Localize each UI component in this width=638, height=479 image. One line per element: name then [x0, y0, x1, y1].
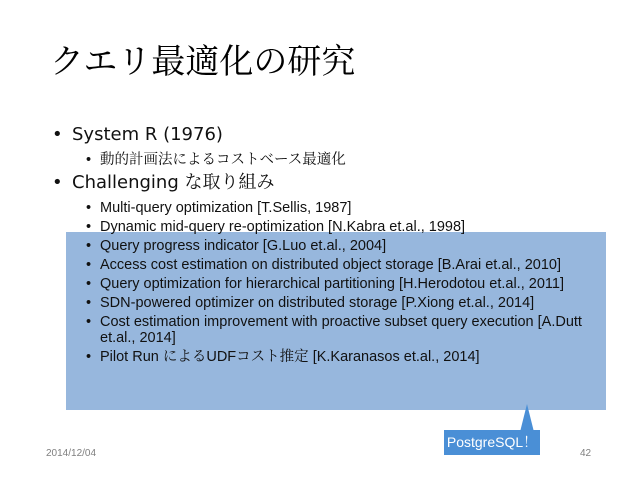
sub-list-challenging — [52, 200, 612, 365]
bullet-text: Challenging な取り組み — [72, 172, 275, 193]
callout-tail — [520, 404, 534, 432]
bullet-system-r — [52, 124, 612, 146]
sub-bullet-text: SDN-powered optimizer on distributed storage [P.Xiong et.al., 2014] — [100, 295, 535, 311]
sub-bullet — [52, 295, 610, 311]
page-number: 42 — [580, 448, 592, 459]
sub-list-system-r — [52, 152, 612, 168]
sub-bullet — [52, 219, 610, 235]
bullet-challenging — [52, 172, 612, 194]
sub-bullet — [52, 349, 610, 365]
bullet-dot: • — [86, 295, 92, 311]
bullet-dot: • — [86, 349, 92, 365]
bullet-dot: • — [52, 172, 63, 193]
sub-bullet-text: 動的計画法によるコストベース最適化 — [100, 152, 346, 168]
bullet-dot: • — [86, 276, 92, 292]
bullet-list — [52, 124, 612, 369]
bullet-dot: • — [86, 257, 92, 273]
sub-bullet-text: Dynamic mid-query re-optimization [N.Kabra et.al., 1998] — [100, 219, 466, 235]
sub-bullet-text: Query progress indicator [G.Luo et.al., 2004] — [100, 238, 387, 254]
slide-title: クエリ最適化の研究 — [50, 42, 356, 82]
sub-bullet — [52, 314, 610, 346]
bullet-dot: • — [86, 152, 92, 168]
sub-bullet — [52, 238, 610, 254]
sub-bullet-text: Pilot Run によるUDFコスト推定 [K.Karanasos et.al., 2014] — [100, 349, 480, 365]
sub-bullet — [52, 200, 610, 216]
sub-bullet — [52, 276, 610, 292]
sub-bullet — [52, 257, 610, 273]
bullet-dot: • — [86, 219, 92, 235]
sub-bullet — [52, 152, 610, 168]
bullet-text: System R (1976) — [72, 124, 223, 145]
sub-bullet-text: Query optimization for hierarchical partitioning [H.Herodotou et.al., 2011] — [100, 276, 564, 292]
footer-date: 2014/12/04 — [46, 448, 97, 459]
bullet-dot: • — [86, 200, 92, 216]
bullet-dot: • — [86, 314, 92, 330]
sub-bullet-text: Access cost estimation on distributed object storage [B.Arai et.al., 2010] — [100, 257, 562, 273]
bullet-dot: • — [52, 124, 63, 145]
sub-bullet-text: Multi-query optimization [T.Sellis, 1987] — [100, 200, 352, 216]
postgresql-callout: PostgreSQL！ — [444, 430, 540, 455]
bullet-dot: • — [86, 238, 92, 254]
sub-bullet-text: Cost estimation improvement with proactive subset query execution [A.Dutt et.al., 2014] — [100, 314, 582, 346]
